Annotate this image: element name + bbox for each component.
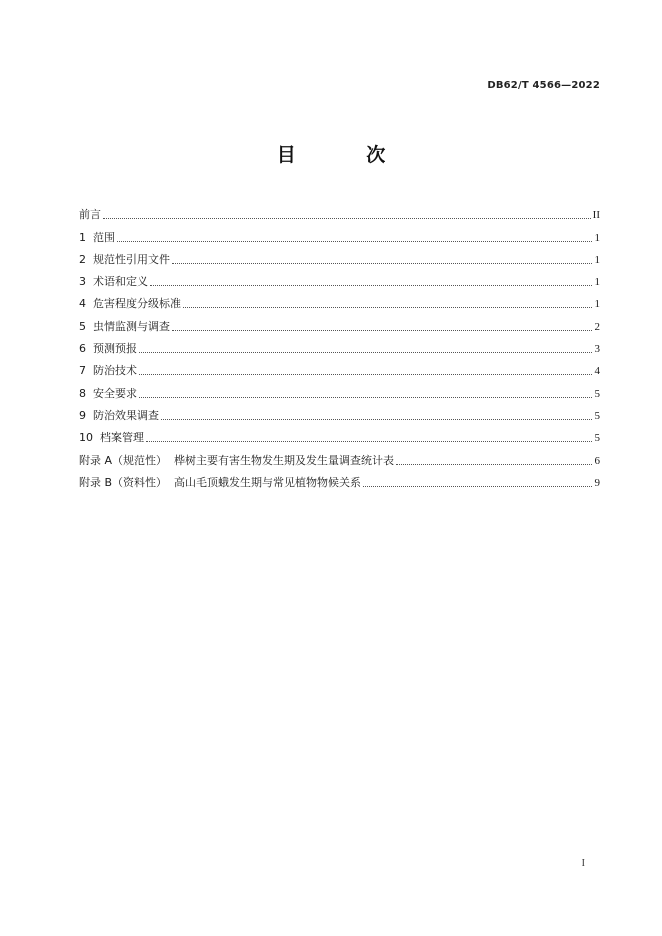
toc-entry-hazard-grading[interactable] (79, 289, 600, 311)
toc-leader-dots (150, 284, 592, 286)
toc-leader-dots (183, 306, 592, 308)
toc-leader-dots (139, 351, 592, 353)
toc-entry-scope[interactable] (79, 222, 600, 244)
toc-entry-label: 4 危害程度分级标准 (79, 297, 181, 311)
toc-entry-page: 4 (594, 365, 600, 378)
toc-entry-label: 7 防治技术 (79, 364, 137, 378)
toc-entry-page: 1 (594, 253, 600, 266)
toc-entry-label: 附录 A（规范性） 桦树主要有害生物发生期及发生量调查统计表 (79, 453, 395, 467)
toc-entry-foreword[interactable] (79, 200, 600, 222)
toc-leader-dots (363, 485, 592, 487)
toc-entry-page: 1 (594, 231, 600, 244)
toc-leader-dots (396, 463, 592, 465)
toc-entry-label: 5 虫情监测与调查 (79, 319, 170, 333)
toc-entry-appendix-b[interactable] (79, 468, 600, 490)
toc-leader-dots (172, 262, 592, 264)
toc-entry-safety-requirements[interactable] (79, 378, 600, 400)
toc-leader-dots (103, 217, 591, 219)
toc-entry-control-technology[interactable] (79, 356, 600, 378)
toc-entry-appendix-a[interactable] (79, 445, 600, 467)
page-title: 目 次 (276, 144, 418, 166)
toc-entry-page: 3 (594, 343, 600, 356)
toc-entry-forecasting[interactable] (79, 334, 600, 356)
toc-entry-label: 2 规范性引用文件 (79, 252, 170, 266)
page-number: I (581, 858, 585, 869)
toc-entry-page: 5 (594, 409, 600, 422)
toc-leader-dots (161, 418, 592, 420)
toc-entry-label: 9 防治效果调查 (79, 408, 159, 422)
toc-entry-page: II (592, 209, 600, 222)
table-of-contents (79, 200, 600, 490)
toc-entry-label: 前言 (79, 208, 101, 222)
toc-entry-terms-definitions[interactable] (79, 267, 600, 289)
toc-entry-page: 5 (594, 432, 600, 445)
toc-leader-dots (139, 373, 592, 375)
toc-entry-label: 6 预测预报 (79, 342, 137, 356)
toc-entry-label: 8 安全要求 (79, 386, 137, 400)
toc-entry-label: 1 范围 (79, 230, 115, 244)
toc-leader-dots (146, 440, 592, 442)
toc-entry-page: 5 (594, 387, 600, 400)
toc-leader-dots (139, 396, 592, 398)
toc-entry-label: 10 档案管理 (79, 431, 144, 445)
toc-entry-control-effect-survey[interactable] (79, 401, 600, 423)
toc-entry-page: 6 (594, 454, 600, 467)
toc-entry-pest-monitoring[interactable] (79, 311, 600, 333)
toc-entry-label: 附录 B（资料性） 高山毛顶蛾发生期与常见植物物候关系 (79, 475, 362, 489)
toc-entry-page: 9 (594, 476, 600, 489)
toc-leader-dots (172, 329, 592, 331)
document-id: DB62/T 4566—2022 (487, 80, 600, 91)
toc-entry-page: 1 (594, 298, 600, 311)
toc-entry-archive-management[interactable] (79, 423, 600, 445)
toc-entry-normative-references[interactable] (79, 245, 600, 267)
toc-entry-label: 3 术语和定义 (79, 275, 148, 289)
toc-entry-page: 2 (594, 320, 600, 333)
toc-entry-page: 1 (594, 276, 600, 289)
toc-leader-dots (117, 240, 592, 242)
